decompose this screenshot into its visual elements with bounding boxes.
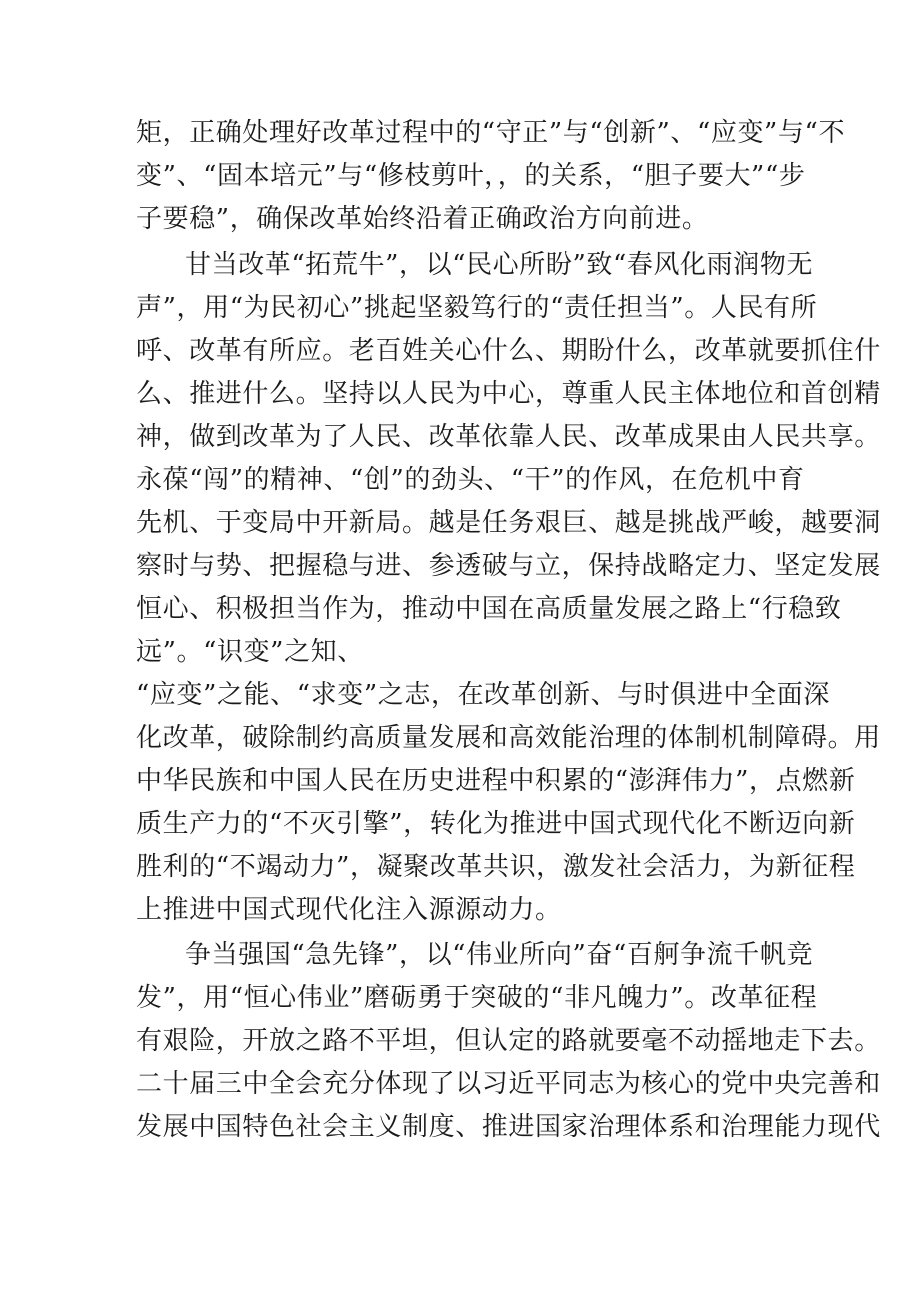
- text-line: 神，做到改革为了人民、改革依靠人民、改革成果由人民共享。: [136, 422, 881, 452]
- text-line: 先机、于变局中开新局。越是任务艰巨、越是挑战严峻，越要洞: [136, 508, 881, 538]
- text-line: 察时与势、把握稳与进、参透破与立，保持战略定力、坚定发展: [136, 551, 881, 581]
- text-line: 有艰险，开放之路不平坦，但认定的路就要毫不动摇地走下去。: [136, 1026, 881, 1056]
- text-line: 上推进中国式现代化注入源源动力。: [136, 895, 562, 925]
- text-line: 么、推进什么。坚持以人民为中心，尊重人民主体地位和首创精: [136, 379, 881, 409]
- text-line: 子要稳”，确保改革始终沿着正确政治方向前进。: [136, 204, 709, 234]
- text-line: 远”。“识变”之知、: [136, 637, 364, 667]
- text-line: 甘当改革“拓荒牛”，以“民心所盼”致“春风化雨润物无: [185, 250, 814, 280]
- text-line: 永葆“闯”的精神、“创”的劲头、“干”的作风，在危机中育: [136, 465, 805, 495]
- text-line: 化改革，破除制约高质量发展和高效能治理的体制机制障碍。用: [136, 723, 881, 753]
- text-line: 二十届三中全会充分体现了以习近平同志为核心的党中央完善和: [136, 1069, 881, 1099]
- text-line: 质生产力的“不灭引擎”，转化为推进中国式现代化不断迈向新: [136, 809, 856, 839]
- text-line: 胜利的“不竭动力”，凝聚改革共识，激发社会活力，为新征程: [136, 852, 856, 882]
- text-line: 声”，用“为民初心”挑起坚毅笃行的“责任担当”。人民有所: [136, 293, 818, 323]
- text-line: 发展中国特色社会主义制度、推进国家治理体系和治理能力现代: [136, 1112, 881, 1142]
- text-line: “应变”之能、“求变”之志，在改革创新、与时俱进中全面深: [136, 680, 830, 710]
- text-line: 恒心、积极担当作为，推动中国在高质量发展之路上“行稳致: [136, 594, 842, 624]
- text-line: 争当强国“急先锋”，以“伟业所向”奋“百舸争流千帆竞: [185, 940, 814, 970]
- text-line: 变”、“固本培元”与“修枝剪叶，，的关系，“胆子要大”“步: [136, 161, 806, 191]
- text-line: 矩，正确处理好改革过程中的“守正”与“创新”、“应变”与“不: [136, 118, 846, 148]
- text-line: 发”，用“恒心伟业”磨砺勇于突破的“非凡魄力”。改革征程: [136, 983, 818, 1013]
- text-line: 中华民族和中国人民在历史进程中积累的“澎湃伟力”，点燃新: [136, 766, 856, 796]
- text-line: 呼、改革有所应。老百姓关心什么、期盼什么，改革就要抓住什: [136, 336, 881, 366]
